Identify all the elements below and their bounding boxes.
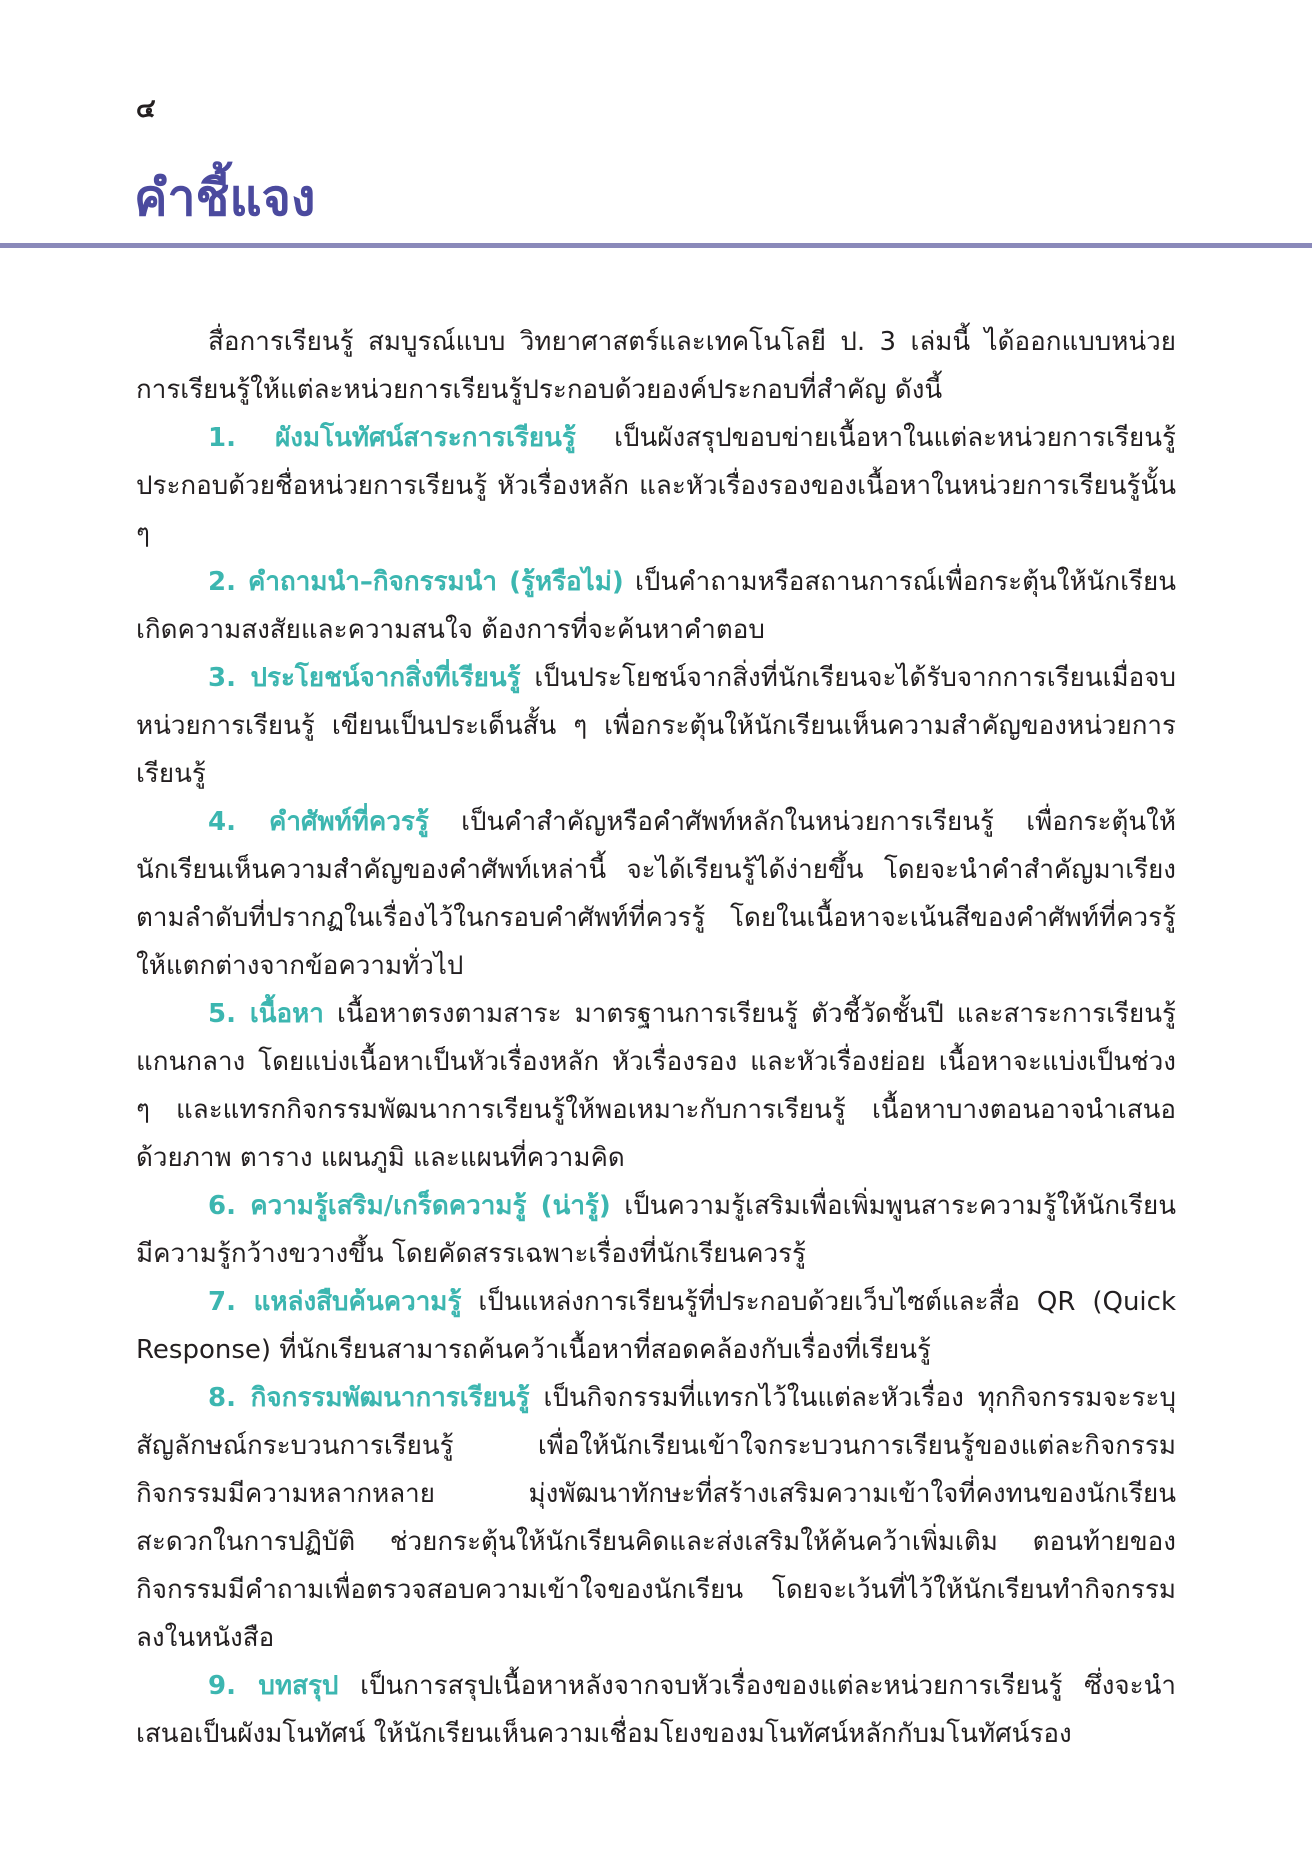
body-content xyxy=(136,318,1176,1758)
item-text: เป็นกิจกรรมที่แทรกไว้ในแต่ละหัวเรื่อง ทุกกิจกรรมจะระบุสัญลักษณ์กระบวนการเรียนรู้ เพื่อให้นักเรียนเข้าใจกระบวนการเรียนรู้ของแต่ละกิจกรรม กิจกรรมมีความหลากหลาย มุ่งพัฒนาทักษะที่สร้างเสริมความเข้าใจที่คงทนของนักเรียน สะดวกในการปฏิบัติ ช่วยกระตุ้นให้นักเรียนคิดและส่งเสริมให้ค้นคว้าเพิ่มเติม ตอนท้ายของกิจกรรมมีคำถามเพื่อตรวจสอบความเข้าใจของนักเรียน โดยจะเว้นที่ไว้ให้นักเรียนทำกิจกรรมลงในหนังสือ xyxy=(136,1383,1177,1653)
item-heading: 4. คำศัพท์ที่ควรรู้ xyxy=(208,807,429,837)
item-paragraph-7 xyxy=(136,1278,1176,1374)
item-text: เป็นคำถามหรือสถานการณ์เพื่อกระตุ้นให้นักเรียนเกิดความสงสัยและความสนใจ ต้องการที่จะค้นหาคำตอบ xyxy=(136,567,1176,645)
item-heading: 9. บทสรุป xyxy=(208,1671,339,1701)
item-heading: 6. ความรู้เสริม/เกร็ดความรู้ (น่ารู้) xyxy=(208,1191,611,1221)
intro-paragraph: สื่อการเรียนรู้ สมบูรณ์แบบ วิทยาศาสตร์และเทคโนโลยี ป. 3 เล่มนี้ ได้ออกแบบหน่วยการเรียนรู้ให้แต่ละหน่วยการเรียนรู้ประกอบด้วยองค์ประกอบที่สำคัญ ดังนี้ xyxy=(136,327,1176,405)
item-paragraph-5 xyxy=(136,990,1176,1182)
item-text: เป็นคำสำคัญหรือคำศัพท์หลักในหน่วยการเรียนรู้ เพื่อกระตุ้นให้นักเรียนเห็นความสำคัญของคำศัพท์เหล่านี้ จะได้เรียนรู้ได้ง่ายขึ้น โดยจะนำคำสำคัญมาเรียงตามลำดับที่ปรากฏในเรื่องไว้ในกรอบคำศัพท์ที่ควรรู้ โดยในเนื้อหาจะเน้นสีของคำศัพท์ที่ควรรู้ให้แตกต่างจากข้อความทั่วไป xyxy=(136,807,1177,981)
page-title: คำชี้แจง xyxy=(134,169,316,227)
item-text: เป็นแหล่งการเรียนรู้ที่ประกอบด้วยเว็บไซต์และสื่อ QR (Quick Response) ที่นักเรียนสามารถค้นคว้าเนื้อหาที่สอดคล้องกับเรื่องที่เรียนรู้ xyxy=(136,1287,1177,1365)
item-heading: 8. กิจกรรมพัฒนาการเรียนรู้ xyxy=(208,1383,530,1413)
item-heading: 3. ประโยชน์จากสิ่งที่เรียนรู้ xyxy=(208,663,521,693)
item-paragraph-2 xyxy=(136,558,1176,654)
item-text: เป็นการสรุปเนื้อหาหลังจากจบหัวเรื่องของแต่ละหน่วยการเรียนรู้ ซึ่งจะนำเสนอเป็นผังมโนทัศน์ ให้นักเรียนเห็นความเชื่อมโยงของมโนทัศน์หลักกับมโนทัศน์รอง xyxy=(136,1671,1177,1749)
item-paragraph-8 xyxy=(136,1374,1176,1662)
item-paragraph-6 xyxy=(136,1182,1176,1278)
item-heading: 2. คำถามนำ–กิจกรรมนำ (รู้หรือไม่) xyxy=(208,567,624,597)
item-paragraph-9 xyxy=(136,1662,1176,1758)
item-text: เป็นประโยชน์จากสิ่งที่นักเรียนจะได้รับจากการเรียนเมื่อจบหน่วยการเรียนรู้ เขียนเป็นประเด็นสั้น ๆ เพื่อกระตุ้นให้นักเรียนเห็นความสำคัญของหน่วยการเรียนรู้ xyxy=(136,663,1176,789)
item-paragraph-1 xyxy=(136,414,1176,558)
item-paragraph-4 xyxy=(136,798,1176,990)
item-heading: 7. แหล่งสืบค้นความรู้ xyxy=(208,1287,462,1317)
item-text: เนื้อหาตรงตามสาระ มาตรฐานการเรียนรู้ ตัวชี้วัดชั้นปี และสาระการเรียนรู้แกนกลาง โดยแบ่งเนื้อหาเป็นหัวเรื่องหลัก หัวเรื่องรอง และหัวเรื่องย่อย เนื้อหาจะแบ่งเป็นช่วง ๆ และแทรกกิจกรรมพัฒนาการเรียนรู้ให้พอเหมาะกับการเรียนรู้ เนื้อหาบางตอนอาจนำเสนอด้วยภาพ ตาราง แผนภูมิ และแผนที่ความคิด xyxy=(136,999,1176,1173)
title-divider xyxy=(0,243,1312,248)
item-heading: 1. ผังมโนทัศน์สาระการเรียนรู้ xyxy=(208,423,576,453)
item-text: เป็นความรู้เสริมเพื่อเพิ่มพูนสาระความรู้ให้นักเรียนมีความรู้กว้างขวางขึ้น โดยคัดสรรเฉพาะเรื่องที่นักเรียนควรรู้ xyxy=(136,1191,1176,1269)
item-text: เป็นผังสรุปขอบข่ายเนื้อหาในแต่ละหน่วยการเรียนรู้ ประกอบด้วยชื่อหน่วยการเรียนรู้ หัวเรื่องหลัก และหัวเรื่องรองของเนื้อหาในหน่วยการเรียนรู้นั้น ๆ xyxy=(136,423,1176,549)
item-heading: 5. เนื้อหา xyxy=(208,999,324,1029)
page-number: ๔ xyxy=(136,94,156,124)
item-paragraph-3 xyxy=(136,654,1176,798)
